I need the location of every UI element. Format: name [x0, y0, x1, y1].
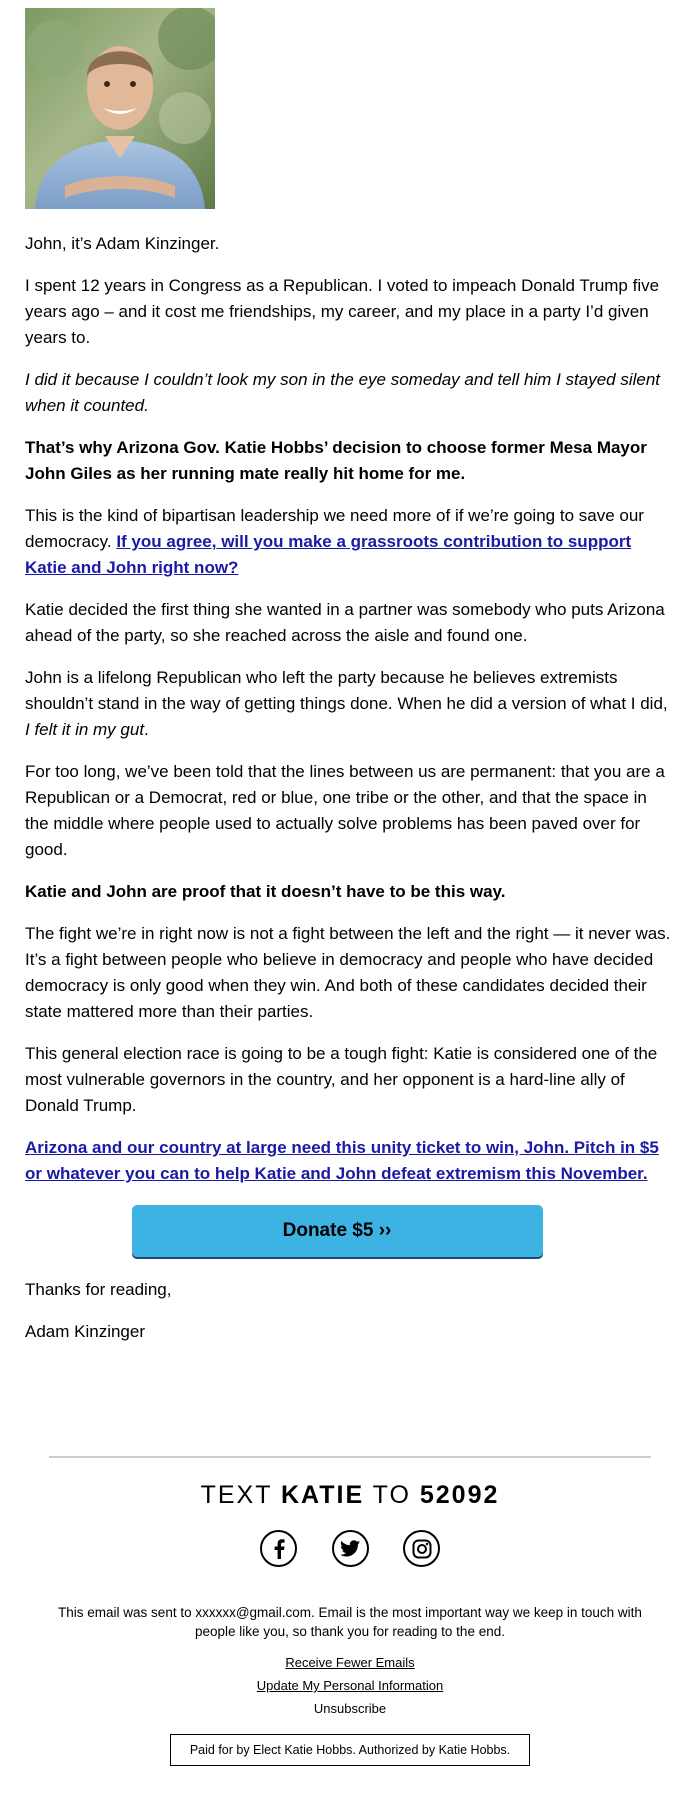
sign-name: Adam Kinzinger — [25, 1322, 146, 1341]
instagram-icon[interactable] — [403, 1530, 440, 1567]
paragraph-lifelong-end: . — [144, 720, 149, 739]
unsubscribe-link[interactable]: Unsubscribe — [313, 1701, 387, 1716]
email-body — [25, 8, 675, 1361]
paid-for-disclaimer: Paid for by Elect Katie Hobbs. Authorized by Katie Hobbs. — [170, 1734, 530, 1766]
paragraph-election: This general election race is going to be a tough fight: Katie is considered one of the most vulnerable governors in the country, and her opponent is a hard-line ally of Donald Trump. — [25, 1044, 658, 1115]
footer-links — [0, 1655, 700, 1716]
donate-button[interactable]: Donate $5 ›› — [132, 1205, 543, 1257]
footer-divider — [49, 1456, 651, 1458]
paragraph-partner: Katie decided the first thing she wanted in a partner was somebody who puts Arizona ahead of the party, so she reached across the aisle and found one. — [25, 600, 665, 645]
text-to-join — [0, 1481, 700, 1510]
text-keyword: KATIE — [280, 1481, 365, 1509]
paragraph-bipartisan — [25, 503, 675, 581]
paragraph-fight: The fight we’re in right now is not a fight between the left and the right — it never was. It’s a fight between people who believe in democracy and people who have decided democracy is only good when they win. And both of these candidates decided their state mattered more than their parties. — [25, 924, 671, 1021]
paragraph-lifelong-text: John is a lifelong Republican who left the party because he believes extremists shouldn’t stand in the way of getting things done. When he did a version of what I did, — [25, 668, 668, 713]
sign-thanks: Thanks for reading, — [25, 1280, 172, 1299]
paragraph-lifelong — [25, 665, 675, 743]
text-middle: TO — [364, 1481, 420, 1509]
paragraph-lifelong-italic: I felt it in my gut — [25, 720, 145, 739]
paragraph-proof: Katie and John are proof that it doesn’t have to be this way. — [25, 882, 506, 901]
email-footer — [0, 1456, 700, 1766]
portrait-photo — [25, 8, 215, 209]
signature — [25, 1277, 675, 1345]
update-info-link[interactable]: Update My Personal Information — [256, 1678, 444, 1693]
paragraph-bipartisan-text: This is the kind of bipartisan leadership we need more of if we’re going to save our democracy. — [25, 506, 644, 551]
facebook-icon[interactable] — [260, 1530, 297, 1567]
paragraph-congress: I spent 12 years in Congress as a Republican. I voted to impeach Donald Trump five years ago – and it cost me friendships, my career, and my place in a party I’d given years to. — [25, 276, 660, 347]
donate-button-wrap — [25, 1205, 675, 1257]
text-prefix: TEXT — [200, 1481, 281, 1509]
paragraph-lines: For too long, we’ve been told that the lines between us are permanent: that you are a Republican or a Democrat, red or blue, one tribe or the other, and that the space in the middle where people used to actually solve problems has been paved over for good. — [25, 762, 665, 859]
greeting: John, it’s Adam Kinzinger. — [25, 234, 220, 253]
paragraph-son: I did it because I couldn’t look my son in the eye someday and tell him I stayed silent when it counted. — [25, 370, 661, 415]
footer-note: This email was sent to xxxxxx@gmail.com. Email is the most important way we keep in touch with people like you, so thank you for reading to the end. — [58, 1605, 642, 1639]
text-number: 52092 — [419, 1481, 500, 1509]
social-links — [260, 1530, 440, 1567]
twitter-icon[interactable] — [332, 1530, 369, 1567]
paragraph-running-mate: That’s why Arizona Gov. Katie Hobbs’ decision to choose former Mesa Mayor John Giles as her running mate really hit home for me. — [25, 438, 647, 483]
pitch-in-link[interactable]: Arizona and our country at large need this unity ticket to win, John. Pitch in $5 or whatever you can to help Katie and John defeat extremism this November. — [25, 1138, 659, 1183]
paragraph-pitch-in — [25, 1135, 675, 1187]
contribute-link[interactable]: If you agree, will you make a grassroots contribution to support Katie and John right now? — [25, 532, 632, 577]
receive-fewer-emails-link[interactable]: Receive Fewer Emails — [285, 1655, 415, 1670]
